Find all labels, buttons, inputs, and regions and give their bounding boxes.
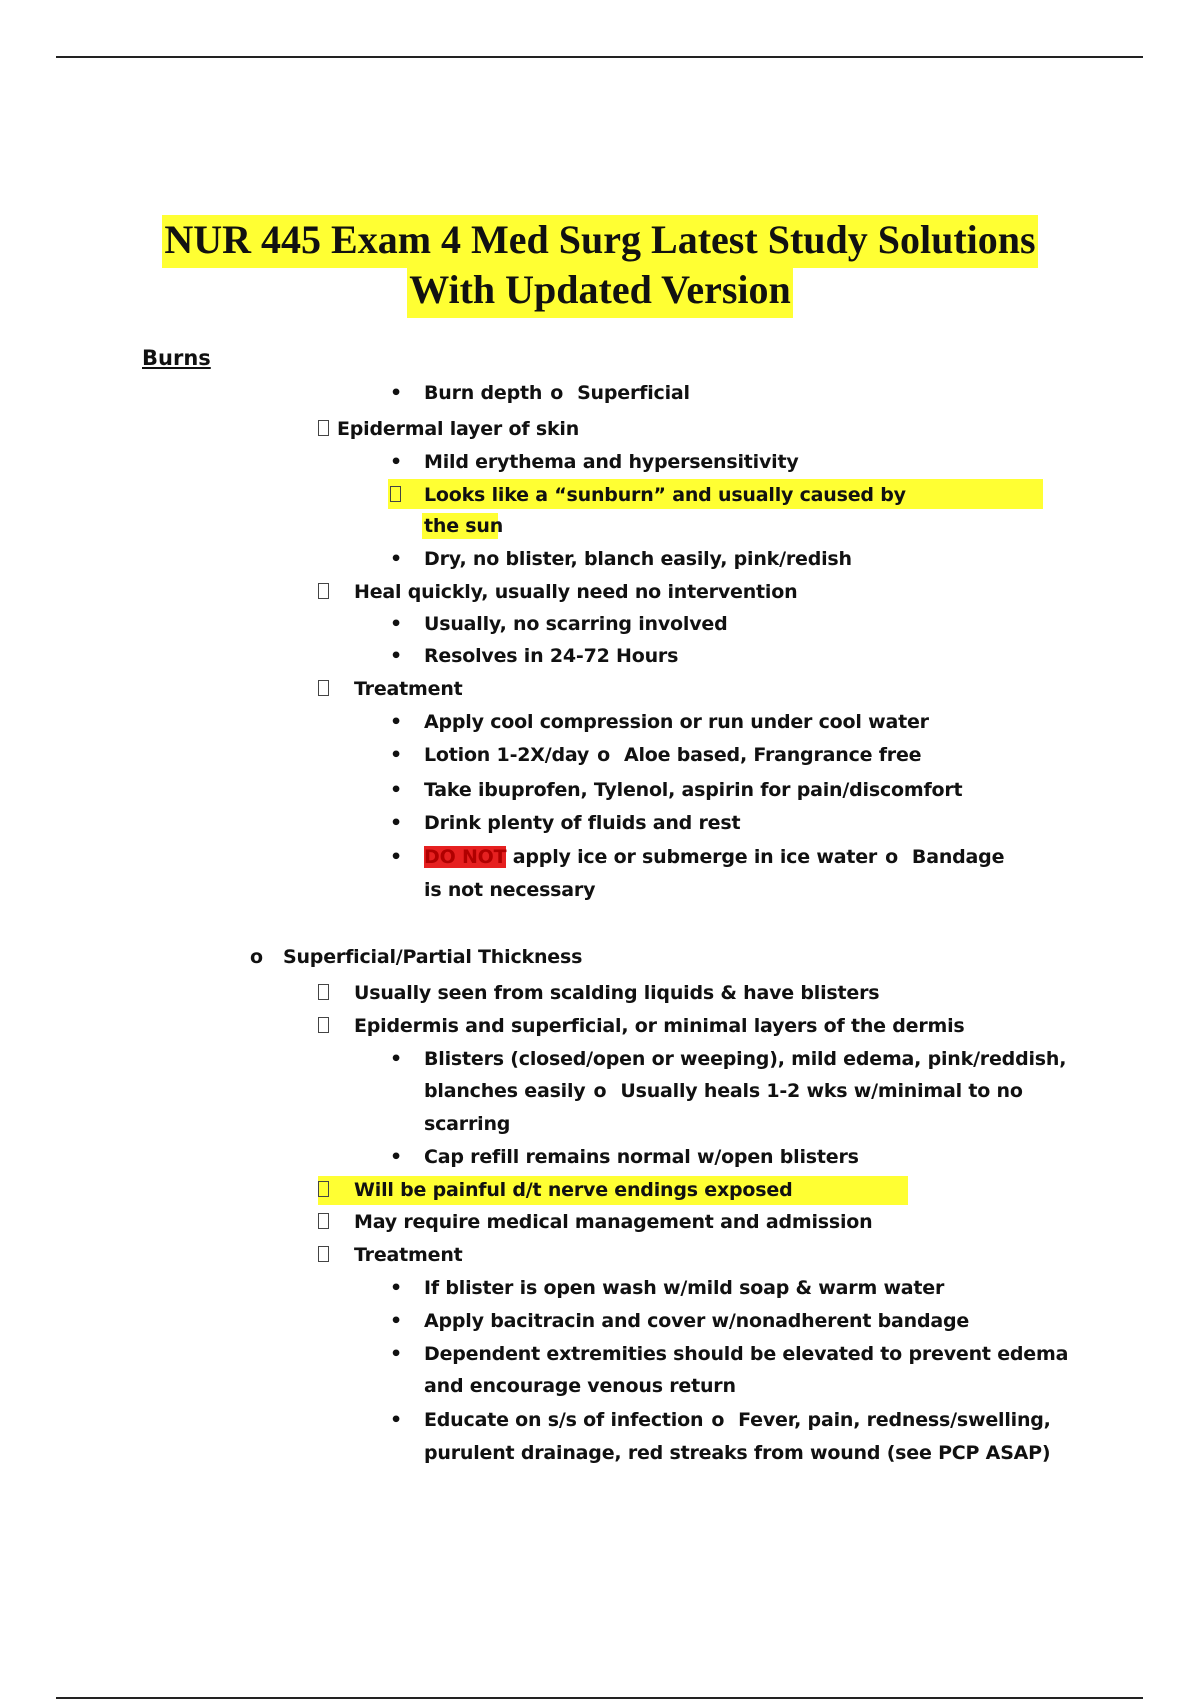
box-bullet-icon xyxy=(318,1243,329,1267)
list-item-continuation: scarring xyxy=(424,1113,511,1135)
bullet-dot: • xyxy=(390,613,403,635)
list-item: Blisters (closed/open or weeping), mild edema, pink/reddish, xyxy=(424,1048,1067,1070)
list-item: Burn depth o Superficial xyxy=(424,382,690,404)
document-title-line1: NUR 445 Exam 4 Med Surg Latest Study Solutions xyxy=(0,220,1200,260)
subsection-heading: Superficial/Partial Thickness xyxy=(283,946,583,968)
bullet-dot: • xyxy=(390,1146,403,1168)
list-item: Dependent extremities should be elevated to prevent edema xyxy=(424,1343,1069,1365)
bullet-dot: • xyxy=(390,1310,403,1332)
list-item-continuation: purulent drainage, red streaks from wound (see PCP ASAP) xyxy=(424,1442,1051,1464)
bullet-dot: • xyxy=(390,779,403,801)
bullet-dot: • xyxy=(390,451,403,473)
list-item: Will be painful d/t nerve endings exposed xyxy=(354,1179,793,1201)
list-item: Resolves in 24-72 Hours xyxy=(424,645,679,667)
list-item: Epidermis and superficial, or minimal layers of the dermis xyxy=(354,1015,965,1037)
bullet-dot: • xyxy=(390,1343,403,1365)
list-item: Apply bacitracin and cover w/nonadherent bandage xyxy=(424,1310,970,1332)
document-title-line2: With Updated Version xyxy=(0,270,1200,310)
list-item: Mild erythema and hypersensitivity xyxy=(424,451,799,473)
bullet-circle: o xyxy=(711,1409,725,1431)
bullet-circle: o xyxy=(593,1080,607,1102)
box-bullet-icon xyxy=(318,1210,329,1234)
bullet-dot: • xyxy=(390,846,403,868)
bullet-circle: o xyxy=(885,846,898,868)
box-bullet-icon xyxy=(318,1014,329,1038)
list-item: Cap refill remains normal w/open blisters xyxy=(424,1146,859,1168)
bullet-dot: • xyxy=(390,1048,403,1070)
list-item: Drink plenty of fluids and rest xyxy=(424,812,741,834)
list-item: Treatment xyxy=(354,1244,463,1266)
list-item-continuation: and encourage venous return xyxy=(424,1375,736,1397)
list-item: Looks like a “sunburn” and usually caused by xyxy=(424,484,906,506)
top-rule xyxy=(56,56,1143,58)
list-item: Take ibuprofen, Tylenol, aspirin for pain/discomfort xyxy=(424,779,963,801)
box-bullet-icon xyxy=(318,417,329,441)
box-bullet-icon xyxy=(318,1178,329,1202)
list-item-continuation: the sun xyxy=(424,515,504,537)
bullet-circle: o xyxy=(550,382,564,404)
bullet-dot: • xyxy=(390,645,403,667)
bullet-dot: • xyxy=(390,1277,403,1299)
list-item: Lotion 1-2X/day o Aloe based, Frangrance free xyxy=(424,744,922,766)
list-item: If blister is open wash w/mild soap & warm water xyxy=(424,1277,945,1299)
bottom-rule xyxy=(56,1697,1143,1699)
box-bullet-icon xyxy=(390,483,401,507)
box-bullet-icon xyxy=(318,981,329,1005)
list-item: Epidermal layer of skin xyxy=(337,418,580,440)
list-item-continuation: is not necessary xyxy=(424,879,596,901)
list-item: Usually, no scarring involved xyxy=(424,613,728,635)
bullet-dot: • xyxy=(390,711,403,733)
bullet-dot: • xyxy=(390,812,403,834)
bullet-circle: o xyxy=(597,744,610,766)
list-item: Apply cool compression or run under cool water xyxy=(424,711,929,733)
section-heading: Burns xyxy=(142,346,211,370)
list-item: Heal quickly, usually need no intervention xyxy=(354,581,798,603)
list-item: Usually seen from scalding liquids & have blisters xyxy=(354,982,880,1004)
list-item: Dry, no blister, blanch easily, pink/redish xyxy=(424,548,852,570)
bullet-dot: • xyxy=(390,548,403,570)
box-bullet-icon xyxy=(318,677,329,701)
list-item-continuation: blanches easily o Usually heals 1-2 wks w/minimal to no xyxy=(424,1080,1023,1102)
list-item: Treatment xyxy=(354,678,463,700)
list-item: May require medical management and admission xyxy=(354,1211,873,1233)
bullet-circle: o xyxy=(250,946,264,968)
bullet-dot: • xyxy=(390,382,403,404)
bullet-dot: • xyxy=(390,744,403,766)
bullet-dot: • xyxy=(390,1409,403,1431)
box-bullet-icon xyxy=(318,580,329,604)
do-not-warning: DO NOT xyxy=(424,846,507,868)
list-item: DO NOT apply ice or submerge in ice water o Bandage xyxy=(424,846,1005,868)
list-item: Educate on s/s of infection o Fever, pain, redness/swelling, xyxy=(424,1409,1051,1431)
